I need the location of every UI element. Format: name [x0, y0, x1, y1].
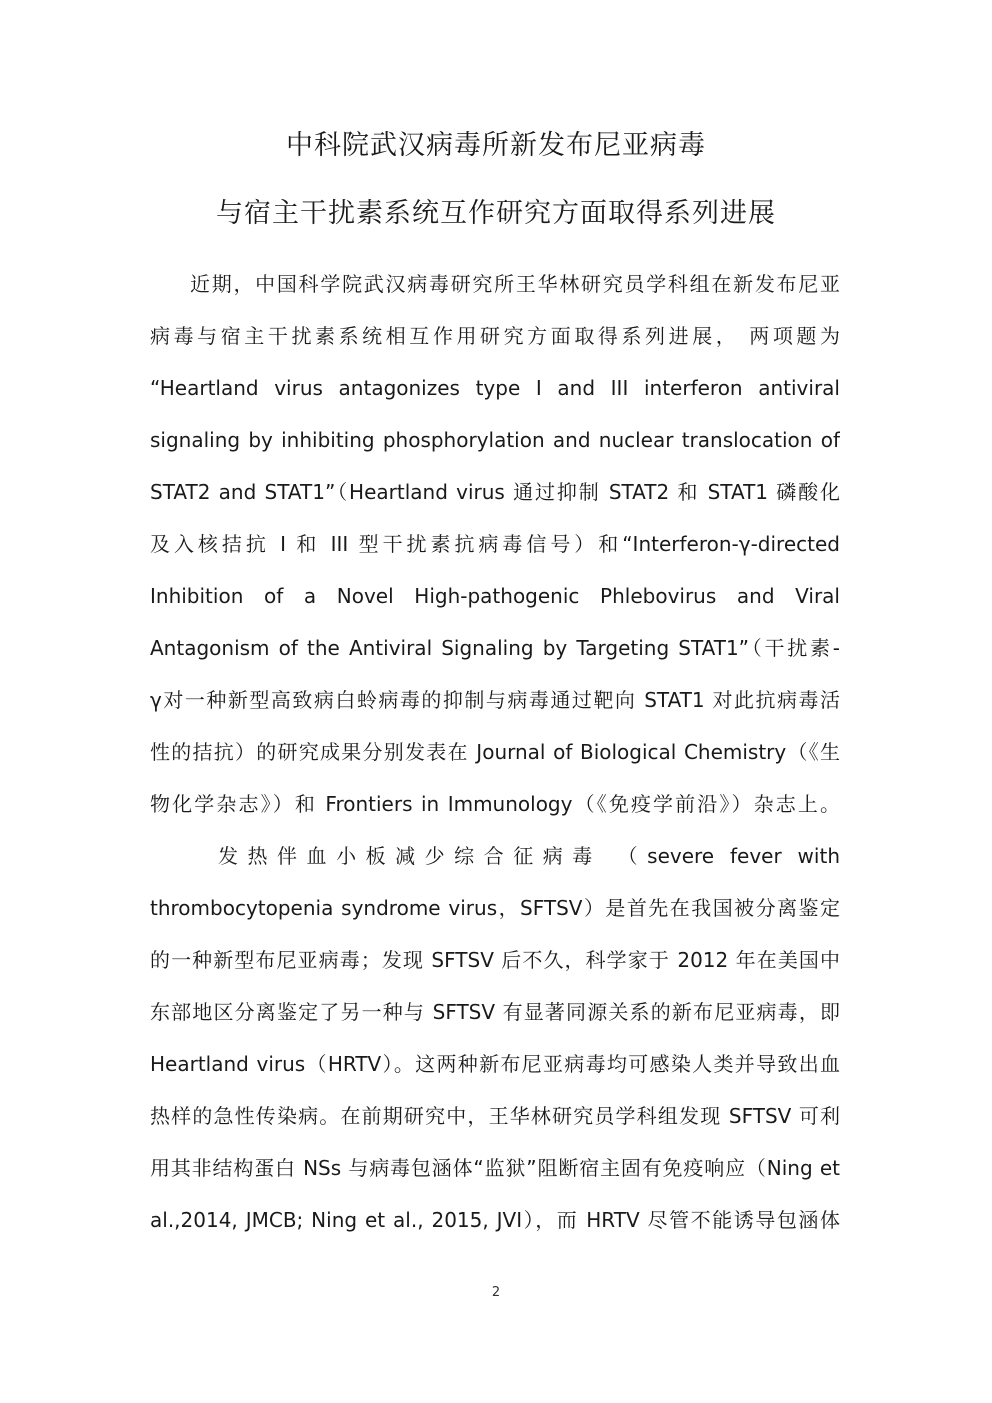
body-line: “Heartland virus antagonizes type I and III interferon antiviral — [150, 376, 840, 400]
body-line: STAT2 and STAT1”（Heartland virus 通过抑制 STAT2 和 STAT1 磷酸化 — [150, 480, 840, 504]
body-line: Inhibition of a Novel High-pathogenic Phlebovirus and Viral — [150, 584, 840, 608]
body-line: thrombocytopenia syndrome virus，SFTSV）是首先在我国被分离鉴定 — [150, 896, 840, 920]
body-line: Antagonism of the Antiviral Signaling by Targeting STAT1”（干扰素- — [150, 636, 840, 660]
body-line: γ对一种新型高致病白蛉病毒的抑制与病毒通过靶向 STAT1 对此抗病毒活 — [150, 688, 840, 712]
body-line: Heartland virus（HRTV）。这两种新布尼亚病毒均可感染人类并导致出血 — [150, 1052, 840, 1076]
body-line: 用其非结构蛋白 NSs 与病毒包涵体“监狱”阻断宿主固有免疫响应（Ning et — [150, 1156, 840, 1180]
title-line-1: 中科院武汉病毒所新发布尼亚病毒 — [286, 130, 706, 161]
body-line: al.,2014, JMCB; Ning et al., 2015, JVI），而 HRTV 尽管不能诱导包涵体 — [150, 1208, 840, 1232]
body-line: 东部地区分离鉴定了另一种与 SFTSV 有显著同源关系的新布尼亚病毒，即 — [150, 1000, 840, 1024]
body-line: 及入核拮抗 I 和 III 型干扰素抗病毒信号）和“Interferon-γ-directed — [150, 532, 840, 556]
body-line: 近期，中国科学院武汉病毒研究所王华林研究员学科组在新发布尼亚 — [190, 272, 840, 296]
body-line: 病毒与宿主干扰素系统相互作用研究方面取得系列进展， 两项题为 — [150, 324, 840, 348]
title-line-2: 与宿主干扰素系统互作研究方面取得系列进展 — [216, 198, 776, 229]
body-line: 物化学杂志》）和 Frontiers in Immunology（《免疫学前沿》）杂志上。 — [150, 792, 840, 816]
body-line: 热样的急性传染病。在前期研究中，王华林研究员学科组发现 SFTSV 可利 — [150, 1104, 840, 1128]
body-line: 发热伴血小板减少综合征病毒 （severe fever with — [218, 844, 840, 868]
body-line: signaling by inhibiting phosphorylation and nuclear translocation of — [150, 428, 840, 452]
body-line: 性的拮抗）的研究成果分别发表在 Journal of Biological Chemistry（《生 — [150, 740, 840, 764]
page-number: 2 — [491, 1285, 501, 1300]
body-line: 的一种新型布尼亚病毒；发现 SFTSV 后不久，科学家于 2012 年在美国中 — [150, 948, 840, 972]
